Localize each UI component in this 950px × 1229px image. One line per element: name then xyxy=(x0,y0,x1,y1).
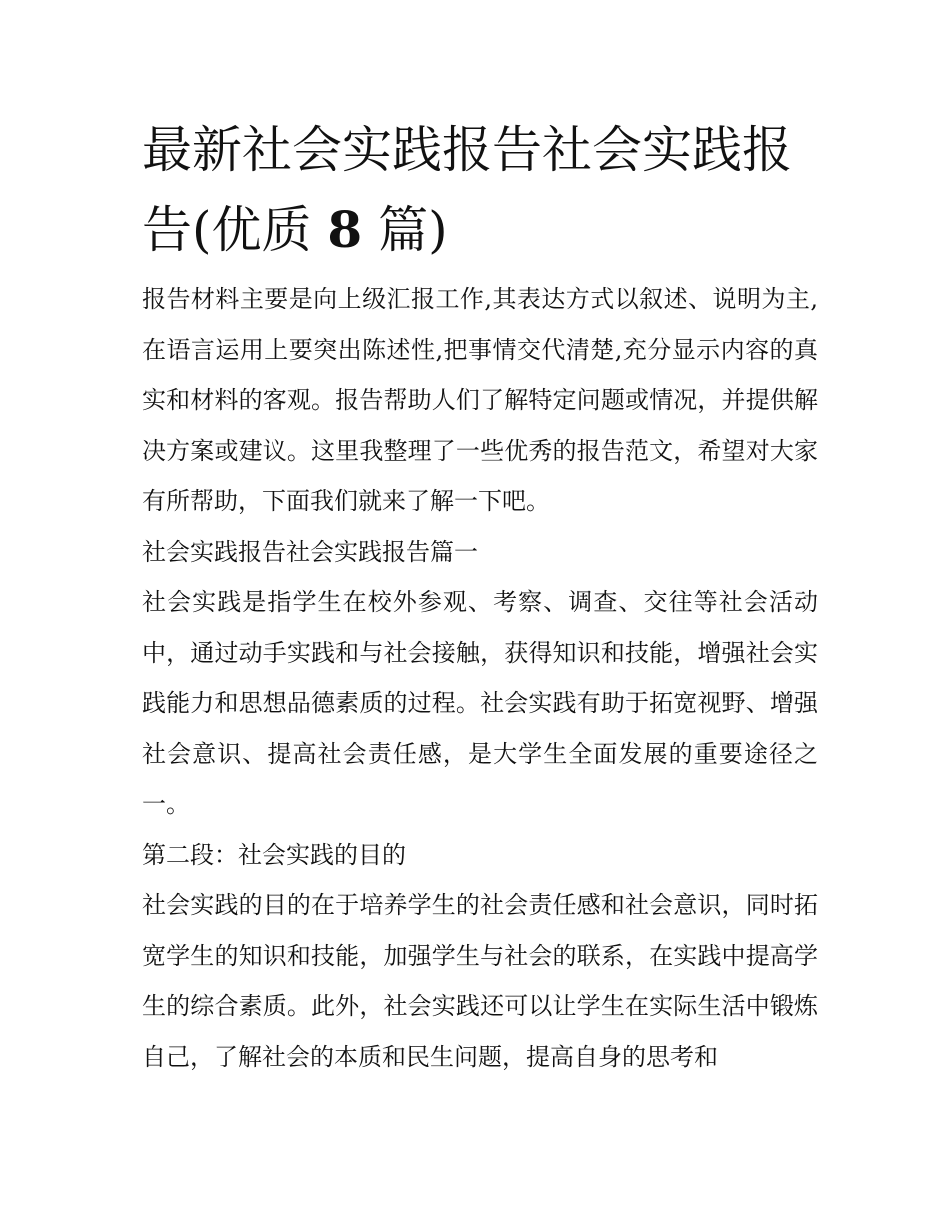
section-heading-part-one: 社会实践报告社会实践报告篇一 xyxy=(142,537,478,566)
document-body xyxy=(142,274,818,1082)
intro-paragraph: 报告材料主要是向上级汇报工作,其表达方式以叙述、说明为主,在语言运用上要突出陈述性,把事情交代清楚,充分显示内容的真实和材料的客观。报告帮助人们了解特定问题或情况，并提供解决方案或建议。这里我整理了一些优秀的报告范文，希望对大家有所帮助，下面我们就来了解一下吧。 xyxy=(142,285,818,515)
title-text-end: 篇) xyxy=(362,201,448,259)
definition-paragraph: 社会实践是指学生在校外参观、考察、调查、交往等社会活动中，通过动手实践和与社会接触，获得知识和技能，增强社会实践能力和思想品德素质的过程。社会实践有助于拓宽视野、增强社会意识、提高社会责任感，是大学生全面发展的重要途径之一。 xyxy=(142,588,818,818)
purpose-paragraph: 社会实践的目的在于培养学生的社会责任感和社会意识，同时拓宽学生的知识和技能，加强学生与社会的联系，在实践中提高学生的综合素质。此外，社会实践还可以让学生在实际生活中锻炼自己，了解社会的本质和民生问题，提高自身的思考和 xyxy=(142,891,818,1071)
title-number: 8 xyxy=(327,200,363,259)
title-text-start: 最新社会实践报告社会实践报告(优质 xyxy=(142,121,792,259)
document-title xyxy=(142,110,822,270)
section-heading-purpose: 第二段：社会实践的目的 xyxy=(142,840,406,869)
